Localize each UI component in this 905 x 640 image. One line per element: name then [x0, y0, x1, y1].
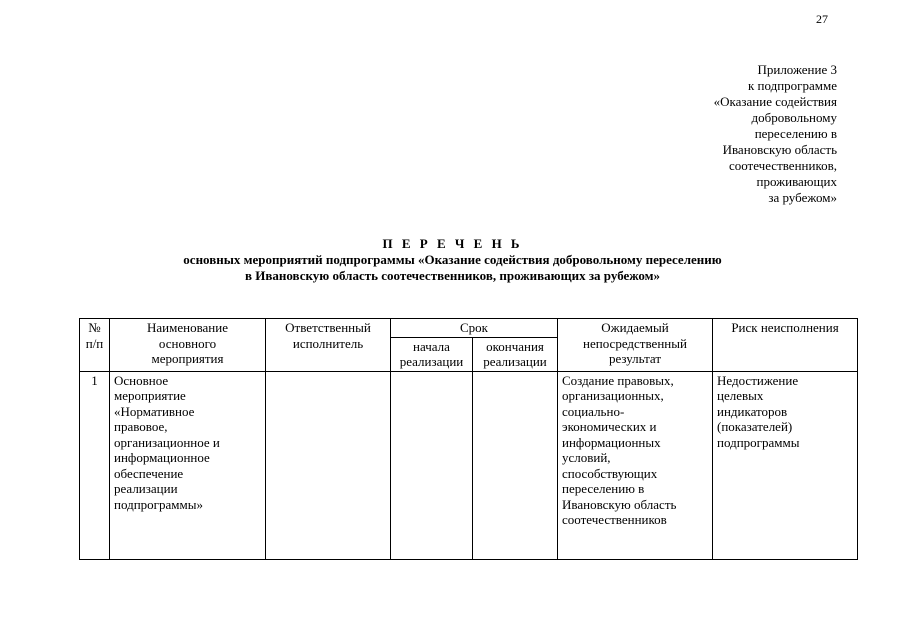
title-heading: П Е Р Е Ч Е Н Ь — [382, 236, 523, 251]
header-term-start: начала реализации — [391, 337, 473, 371]
appendix-line: Приложение 3 — [757, 62, 837, 77]
header-result: Ожидаемый непосредственный результат — [558, 319, 713, 372]
appendix-line: переселению в — [754, 126, 837, 141]
appendix-line: соотечественников, — [728, 158, 837, 173]
appendix-line: за рубежом» — [768, 190, 837, 205]
appendix-note — [597, 62, 837, 206]
cell-term-start — [391, 371, 473, 559]
title-line-1: основных мероприятий подпрограммы «Оказание содействия добровольному переселению — [183, 252, 722, 267]
cell-term-end — [473, 371, 558, 559]
cell-name: Основное мероприятие «Нормативное правовое, организационное и информационное обеспечение реализации подпрограммы» — [110, 371, 266, 559]
document-title — [0, 236, 905, 284]
header-executor: Ответственный исполнитель — [266, 319, 391, 372]
cell-result: Создание правовых, организационных, социально- экономических и информационных условий, способствующих переселению в Ивановскую область соотечественников — [558, 371, 713, 559]
header-term: Срок — [391, 319, 558, 338]
cell-num: 1 — [80, 371, 110, 559]
page-number: 27 — [816, 12, 828, 26]
appendix-line: «Оказание содействия — [713, 94, 837, 109]
header-term-end: окончания реализации — [473, 337, 558, 371]
title-line-2: в Ивановскую область соотечественников, проживающих за рубежом» — [244, 268, 661, 283]
appendix-line: к подпрограмме — [747, 78, 837, 93]
table-header-row — [80, 319, 858, 338]
appendix-line: проживающих — [756, 174, 837, 189]
appendix-line: добровольному — [751, 110, 837, 125]
appendix-line: Ивановскую область — [722, 142, 837, 157]
header-num: № п/п — [80, 319, 110, 372]
cell-risk: Недостижение целевых индикаторов (показателей) подпрограммы — [713, 371, 858, 559]
table-row — [80, 371, 858, 559]
header-risk: Риск неисполнения — [713, 319, 858, 372]
cell-executor — [266, 371, 391, 559]
header-name: Наименование основного мероприятия — [110, 319, 266, 372]
activities-table — [79, 318, 858, 560]
